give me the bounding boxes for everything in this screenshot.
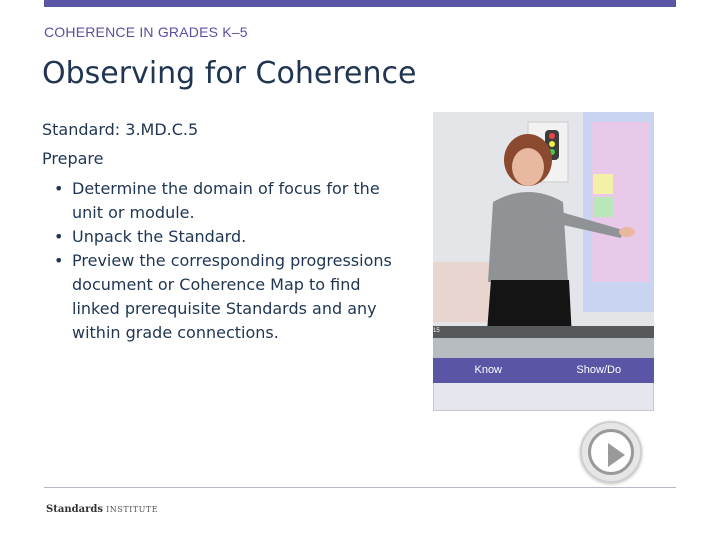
- list-item: [44, 225, 404, 249]
- play-triangle-icon: [608, 443, 625, 467]
- tab-show-do[interactable]: Show/Do: [576, 364, 622, 376]
- bullet-icon: •: [54, 251, 64, 270]
- list-item-text: Determine the domain of focus for the unit or module.: [72, 179, 380, 222]
- bullet-icon: •: [54, 179, 64, 198]
- standard-label: Standard: 3.MD.C.5: [42, 120, 199, 139]
- tab-know[interactable]: Know: [474, 364, 503, 376]
- list-item-text: Unpack the Standard.: [72, 227, 247, 246]
- list-item: [44, 249, 404, 345]
- page-title: Observing for Coherence: [42, 56, 417, 91]
- video-timestamp: 15: [433, 328, 440, 334]
- video-frame-image: [433, 112, 654, 358]
- list-item-text: Preview the corresponding progressions document or Coherence Map to find linked prerequisite Standards and any within grade connections.: [72, 251, 392, 342]
- footer-logo: [46, 504, 158, 515]
- play-icon: [588, 429, 634, 475]
- video-player[interactable]: [433, 112, 654, 358]
- play-button[interactable]: [580, 421, 642, 483]
- tab-panel: [433, 383, 654, 411]
- video-tabs: [433, 358, 654, 383]
- footer-divider: [44, 487, 676, 488]
- bullet-list: [44, 177, 404, 345]
- bullet-icon: •: [54, 227, 64, 246]
- logo-text-strong: Standards: [46, 504, 103, 515]
- list-item: [44, 177, 404, 225]
- top-accent-bar: [44, 0, 676, 7]
- prepare-heading: Prepare: [42, 149, 104, 168]
- logo-text-light: INSTITUTE: [106, 505, 159, 514]
- section-kicker: COHERENCE IN GRADES K–5: [44, 24, 248, 40]
